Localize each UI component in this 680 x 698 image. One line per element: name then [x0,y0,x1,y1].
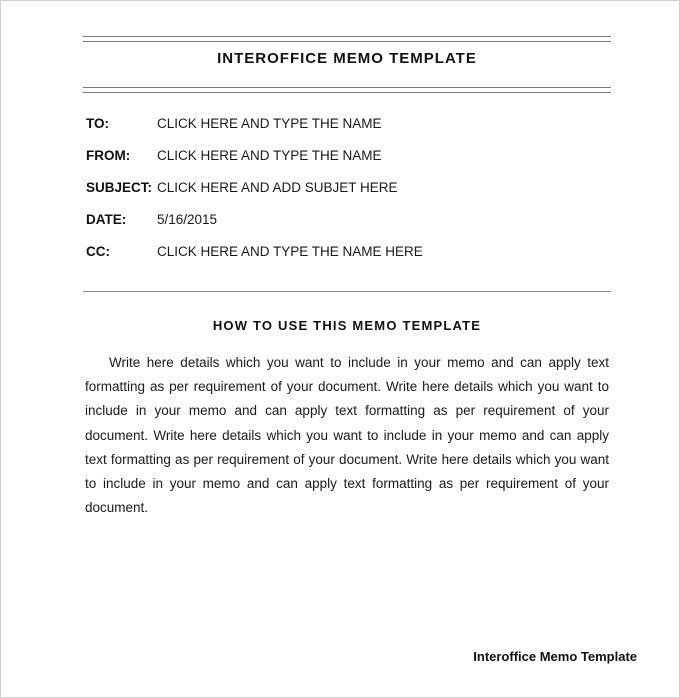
from-value[interactable]: CLICK HERE AND TYPE THE NAME [157,148,382,163]
memo-title: INTEROFFICE MEMO TEMPLATE [217,50,477,67]
subject-value[interactable]: CLICK HERE AND ADD SUBJET HERE [157,180,398,195]
date-value[interactable]: 5/16/2015 [157,212,218,227]
to-value[interactable]: CLICK HERE AND TYPE THE NAME [157,116,382,131]
to-label: TO: [86,116,109,131]
subject-label: SUBJECT: [86,180,153,195]
from-label: FROM: [86,148,131,163]
date-label: DATE: [86,212,127,227]
memo-body[interactable]: Write here details which you want to include in your memo and can apply text formatting as per requirement of your document. Write here details which you want to include in your memo and can apply text formatting as per requirement of your document. Write here details which you want to include in your memo and can apply text formatting as per requirement of your document. Write here details which you want to include in your memo and can apply text formatting as per requirement of your document. [85,355,609,516]
section-heading: HOW TO USE THIS MEMO TEMPLATE [212,318,482,333]
title-top-rule [83,36,611,42]
cc-value[interactable]: CLICK HERE AND TYPE THE NAME HERE [157,244,423,259]
title-bottom-rule [83,87,611,93]
footer-caption: Interoffice Memo Template [473,649,637,664]
cc-label: CC: [86,244,110,259]
header-divider [83,291,611,292]
